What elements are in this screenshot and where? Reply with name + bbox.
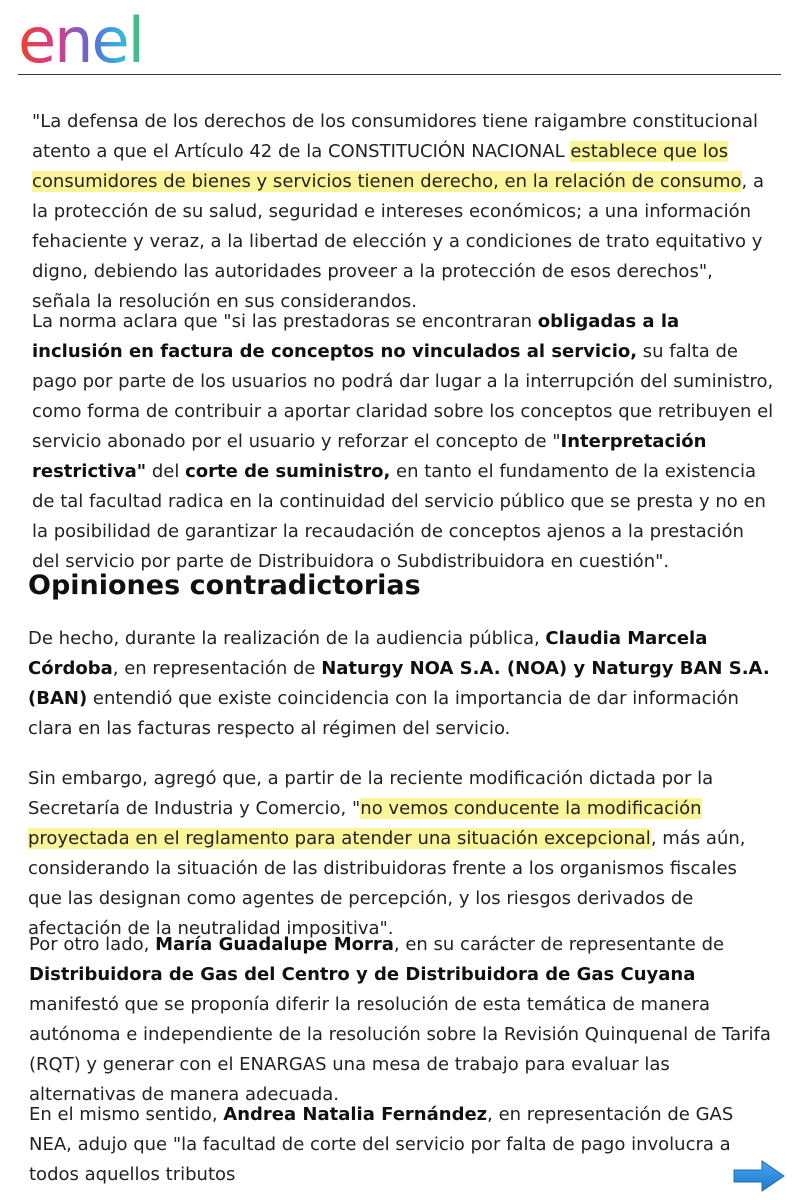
site-header [18,6,781,75]
paragraph-6: En el mismo sentido, Andrea Natalia Fernández, en representación de GAS NEA, adujo que "la facultad de corte del servicio por falta de pago involucra a todos aquellos tributos [29,1104,734,1185]
highlight: establece que los consumidores de bienes y servicios tienen derecho, en la relación de consumo [32,141,742,192]
svg-text:enel: enel [18,8,143,70]
enel-logo[interactable] [18,8,178,70]
arrow-right-icon[interactable] [732,1158,786,1194]
highlight: no vemos conducente la modificación proyectada en el reglamento para atender una situación excepcional [28,798,702,849]
paragraph-3: De hecho, durante la realización de la audiencia pública, Claudia Marcela Córdoba, en representación de Naturgy NOA S.A. (NOA) y Naturgy BAN S.A. (BAN) entendió que existe coincidencia con la importancia de dar información clara en las facturas respecto al régimen del servicio. [28,628,770,739]
paragraph-5: Por otro lado, María Guadalupe Morra, en su carácter de representante de Distribuidora de Gas del Centro y de Distribuidora de Gas Cuyana manifestó que se proponía diferir la resolución de esta temática de manera autónoma e independiente de la resolución sobre la Revisión Quinquenal de Tarifa (RQT) y generar con el ENARGAS una mesa de trabajo para evaluar las alternativas de manera adecuada. [29,934,771,1105]
section-heading: Opiniones contradictorias [28,570,421,601]
paragraph-1: "La defensa de los derechos de los consumidores tiene raigambre constitucional atento a que el Artículo 42 de la CONSTITUCIÓN NACIONAL establece que los consumidores de bienes y servicios tienen derecho, en la relación de consumo, a la protección de su salud, seguridad e intereses económicos; a una información fehaciente y veraz, a la libertad de elección y a condiciones de trato equitativo y digno, debiendo las autoridades proveer a la protección de esos derechos", señala la resolución en sus considerandos. [32,111,764,312]
paragraph-4: Sin embargo, agregó que, a partir de la reciente modificación dictada por la Secretaría de Industria y Comercio, "no vemos conducente la modificación proyectada en el reglamento para atender una situación excepcional, más aún, considerando la situación de las distribuidoras frente a los organismos fiscales que las designan como agentes de percepción, y los riesgos derivados de afectación de la neutralidad impositiva". [28,768,746,939]
paragraph-2: La norma aclara que "si las prestadoras se encontraran obligadas a la inclusión en factura de conceptos no vinculados al servicio, su falta de pago por parte de los usuarios no podrá dar lugar a la interrupción del suministro, como forma de contribuir a aportar claridad sobre los conceptos que retribuyen el servicio abonado por el usuario y reforzar el concepto de "Interpretación restrictiva" del corte de suministro, en tanto el fundamento de la existencia de tal facultad radica en la continuidad del servicio público que se presta y no en la posibilidad de garantizar la recaudación de conceptos ajenos a la prestación del servicio por parte de Distribuidora o Subdistribuidora en cuestión". [32,311,774,572]
